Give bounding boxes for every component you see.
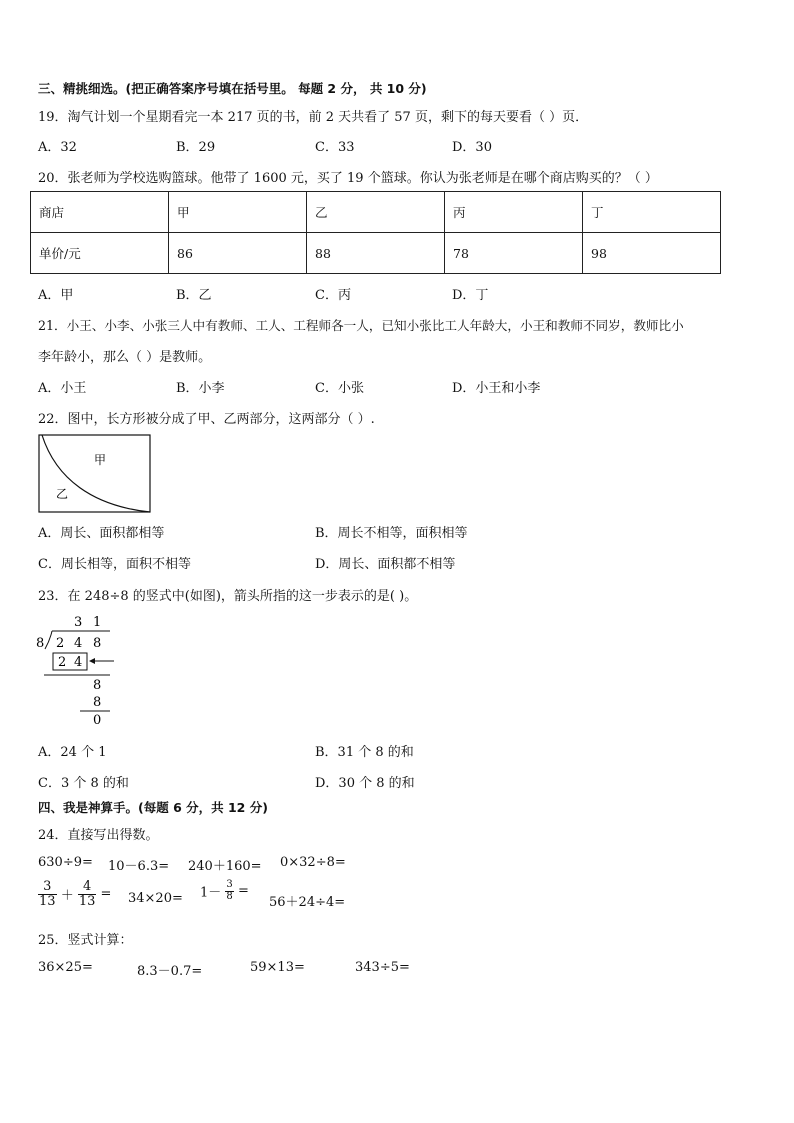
table-cell: 78	[445, 233, 583, 274]
remainder: 0	[93, 713, 102, 728]
denominator: 13	[78, 893, 96, 909]
calc-item: 8.3－0.7=	[137, 964, 203, 979]
denominator: 8	[226, 890, 233, 902]
option-d: D．30	[452, 140, 492, 155]
option-d: D．周长、面积都不相等	[315, 557, 456, 572]
calc-text: 1－	[200, 885, 222, 901]
label-jia: 甲	[94, 453, 107, 467]
option-b: B．乙	[176, 288, 212, 303]
table-cell: 丙	[445, 192, 583, 233]
option-d: D．小王和小李	[452, 381, 541, 396]
calc-item: 34×20=	[128, 891, 183, 906]
table-cell: 甲	[169, 192, 307, 233]
question-21-line2: 李年龄小，那么（ ）是教师。	[38, 350, 212, 365]
table-cell: 86	[169, 233, 307, 274]
question-24: 24．直接写出得数。	[38, 828, 159, 843]
table-cell: 98	[583, 233, 721, 274]
arrow-left-icon	[89, 658, 95, 664]
calc-item: 630÷9=	[38, 855, 93, 870]
division-bracket	[45, 631, 52, 649]
option-b: B．小李	[176, 381, 225, 396]
question-20: 20．张老师为学校选购篮球。他带了 1600 元，买了 19 个篮球。你认为张老师是在哪个商店购买的？（ ）	[38, 171, 658, 186]
option-d: D．30 个 8 的和	[315, 776, 415, 791]
option-c: C．3 个 8 的和	[38, 776, 129, 791]
question-25: 25．竖式计算：	[38, 933, 133, 948]
table-row	[31, 233, 721, 274]
question-23: 23．在 248÷8 的竖式中(如图)，箭头所指的这一步表示的是( )。	[38, 589, 418, 604]
divisor: 8	[36, 636, 45, 651]
long-division-figure	[34, 612, 124, 730]
table-row	[31, 192, 721, 233]
calc-item: 36×25=	[38, 960, 93, 975]
table-cell: 丁	[583, 192, 721, 233]
step-digit: 2	[58, 655, 67, 670]
quotient-digit: 3	[74, 615, 83, 630]
table-cell: 单价/元	[31, 233, 169, 274]
price-table	[30, 191, 721, 274]
calc-item: 0×32÷8=	[280, 855, 346, 870]
option-b: B．29	[176, 140, 216, 155]
dividend-digit: 4	[74, 636, 83, 651]
table-cell: 商店	[31, 192, 169, 233]
calc-item: 56＋24÷4=	[269, 895, 346, 910]
step-digit: 4	[74, 655, 83, 670]
label-yi: 乙	[56, 487, 69, 501]
option-c: C．丙	[315, 288, 351, 303]
fraction	[38, 880, 57, 908]
quotient-digit: 1	[93, 615, 102, 630]
equals-sign: =	[237, 883, 249, 899]
fraction-sum	[38, 880, 111, 908]
option-a: A．周长、面积都相等	[38, 526, 165, 541]
option-a: A．小王	[38, 381, 87, 396]
rectangle-figure	[38, 434, 152, 514]
table-cell: 88	[307, 233, 445, 274]
option-c: C．小张	[315, 381, 364, 396]
option-a: A．24 个 1	[38, 745, 107, 760]
calc-item: 240＋160=	[188, 859, 262, 874]
step-digit: 8	[93, 695, 102, 710]
section-title: 三、精挑细选。(把正确答案序号填在括号里。 每题 2 分， 共 10 分)	[38, 81, 427, 96]
section-title: 四、我是神算手。(每题 6 分，共 12 分)	[38, 800, 268, 815]
option-a: A．32	[38, 140, 77, 155]
table-cell: 乙	[307, 192, 445, 233]
calc-item: 343÷5=	[355, 960, 410, 975]
calc-item: 10－6.3=	[108, 859, 170, 874]
question-19: 19．淘气计划一个星期看完一本 217 页的书，前 2 天共看了 57 页，剩下的每天要看（ ）页．	[38, 110, 589, 125]
option-b: B．周长不相等，面积相等	[315, 526, 468, 541]
plus-sign: ＋	[60, 888, 74, 904]
denominator: 13	[39, 893, 56, 909]
option-b: B．31 个 8 的和	[315, 745, 414, 760]
question-21: 21．小王、小李、小张三人中有教师、工人、工程师各一人，已知小张比工人年龄大，小王和教师不同岁，教师比小	[38, 318, 684, 333]
option-d: D．丁	[452, 288, 489, 303]
fraction	[225, 880, 233, 902]
option-c: C．33	[315, 140, 355, 155]
step-digit: 8	[93, 678, 102, 693]
fraction-subtraction	[200, 880, 249, 902]
option-c: C．周长相等，面积不相等	[38, 557, 191, 572]
numerator: 4	[78, 880, 97, 895]
numerator: 3	[38, 880, 57, 895]
option-a: A．甲	[38, 288, 74, 303]
dividend-digit: 8	[93, 636, 102, 651]
fraction	[78, 880, 97, 908]
question-22: 22．图中，长方形被分成了甲、乙两部分，这两部分（ ）.	[38, 412, 375, 427]
dividend-digit: 2	[56, 636, 65, 651]
calc-item: 59×13=	[250, 960, 305, 975]
equals-sign: =	[100, 886, 112, 902]
numerator: 3	[226, 879, 233, 890]
